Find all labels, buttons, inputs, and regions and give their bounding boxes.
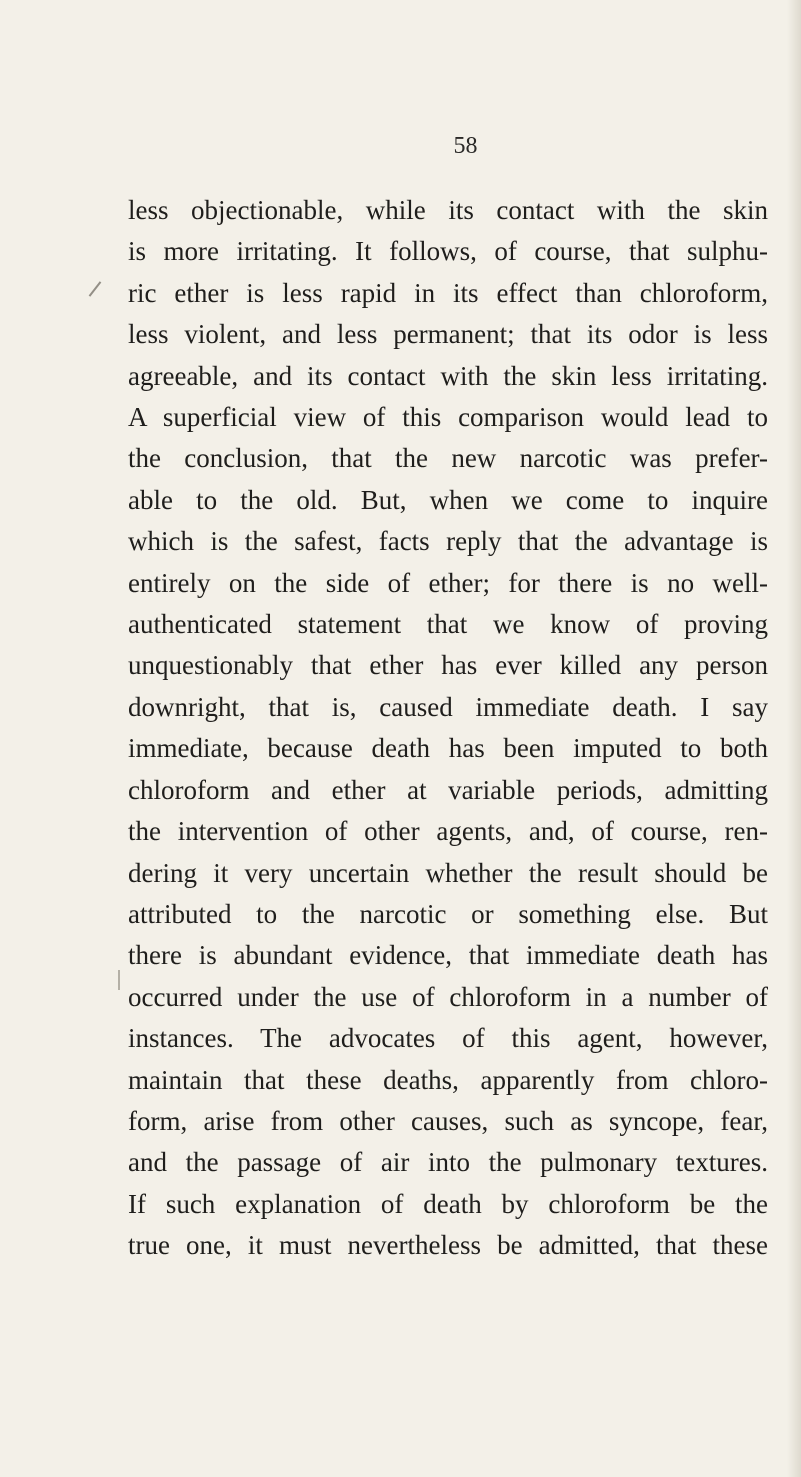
- text-line: which is the safest, facts reply that the advantage is: [128, 526, 768, 557]
- text-line: the intervention of other agents, and, of course, ren-: [128, 816, 768, 847]
- margin-mark: [89, 281, 102, 296]
- text-line: instances. The advocates of this agent, however,: [128, 1023, 768, 1054]
- page-edge-shadow: [787, 0, 801, 1477]
- margin-mark: [118, 970, 120, 990]
- text-line: true one, it must nevertheless be admitted, that these: [128, 1230, 768, 1261]
- text-line: immediate, because death has been imputed to both: [128, 733, 768, 764]
- text-line: If such explanation of death by chloroform be the: [128, 1188, 768, 1219]
- body-text: [128, 190, 768, 1267]
- text-line: the conclusion, that the new narcotic was prefer-: [128, 443, 768, 474]
- text-line: dering it very uncertain whether the result should be: [128, 857, 768, 888]
- text-line: less objectionable, while its contact with the skin: [128, 195, 768, 225]
- text-line: maintain that these deaths, apparently from chloro-: [128, 1064, 768, 1095]
- text-line: agreeable, and its contact with the skin less irritating.: [128, 360, 768, 391]
- text-line: able to the old. But, when we come to inquire: [128, 484, 768, 515]
- text-line: A superficial view of this comparison would lead to: [128, 402, 768, 433]
- text-line: there is abundant evidence, that immediate death has: [128, 940, 768, 971]
- text-line: downright, that is, caused immediate death. I say: [128, 691, 768, 722]
- text-line: chloroform and ether at variable periods, admitting: [128, 774, 768, 805]
- page-number: 58: [453, 133, 478, 159]
- text-line: form, arise from other causes, such as syncope, fear,: [128, 1105, 768, 1136]
- text-line: occurred under the use of chloroform in a number of: [128, 981, 768, 1012]
- text-line: authenticated statement that we know of proving: [128, 609, 768, 640]
- text-line: and the passage of air into the pulmonary textures.: [128, 1147, 768, 1178]
- text-line: is more irritating. It follows, of course, that sulphu-: [128, 236, 768, 267]
- text-line: ric ether is less rapid in its effect than chloroform,: [128, 277, 768, 308]
- text-line: entirely on the side of ether; for there is no well-: [128, 567, 768, 598]
- text-line: attributed to the narcotic or something else. But: [128, 898, 768, 929]
- text-line: less violent, and less permanent; that its odor is less: [128, 319, 768, 350]
- text-line: unquestionably that ether has ever killed any person: [128, 650, 768, 681]
